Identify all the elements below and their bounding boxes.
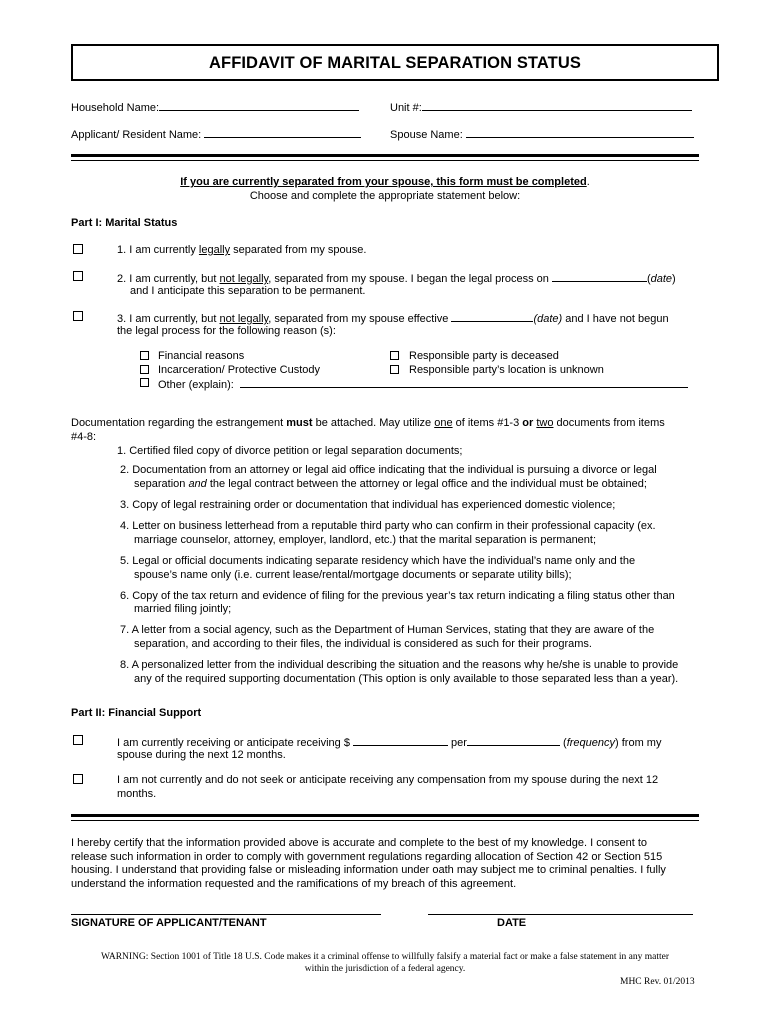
doc-item-5-line-2: spouse’s name only (i.e. current lease/rental/mortgage documents or separate utility bills);	[134, 569, 572, 581]
applicant-name-input[interactable]	[204, 127, 361, 138]
doc-item-5: 5. Legal or official documents indicating separate residency which have the individual’s name only and the	[120, 555, 636, 567]
reason-financial-checkbox[interactable]	[140, 351, 149, 360]
intro-emphasis: If you are currently separated from your spouse, this form must be completed	[180, 176, 587, 188]
unit-label: Unit #:	[390, 102, 422, 114]
spouse-name-input[interactable]	[466, 127, 694, 138]
signature-label: SIGNATURE OF APPLICANT/TENANT	[71, 917, 267, 929]
reason-incarceration-label: Incarceration/ Protective Custody	[158, 364, 321, 376]
spouse-name-label: Spouse Name:	[390, 129, 463, 141]
marital-status-option-3-line-2: the legal process for the following reason (s):	[117, 325, 336, 337]
signature-line[interactable]	[71, 914, 381, 915]
doc-item-7: 7. A letter from a social agency, such as the Department of Human Services, stating that they are aware of the	[120, 624, 655, 636]
certification-line-3: housing. I understand that providing false or misleading information under oath may subject me to criminal penalties. I fully	[71, 864, 666, 876]
reason-financial-label: Financial reasons	[158, 350, 245, 362]
warning-line-1: WARNING: Section 1001 of Title 18 U.S. Code makes it a criminal offense to willfully falsify a material fact or make a false statement in any matter	[100, 952, 670, 962]
reason-deceased-label: Responsible party is deceased	[409, 350, 559, 362]
certification-line-4: understand the information requested and the ramifications of my breach of this agreement.	[71, 878, 517, 890]
divider-top-thin	[71, 160, 699, 161]
household-name-field	[71, 100, 359, 114]
documentation-intro: Documentation regarding the estrangement must be attached. May utilize one of items #1-3 or two documents from items	[71, 417, 665, 429]
applicant-name-field	[71, 127, 361, 141]
marital-status-option-1-checkbox[interactable]	[73, 244, 83, 254]
warning-line-2: within the jurisdiction of a federal agency.	[304, 964, 466, 974]
doc-item-1: 1. Certified filed copy of divorce petition or legal separation documents;	[117, 445, 463, 457]
title-box	[71, 44, 719, 81]
support-frequency-input[interactable]	[467, 735, 560, 746]
reason-location-unknown-label: Responsible party’s location is unknown	[409, 364, 604, 376]
financial-support-option-1: I am currently receiving or anticipate receiving $ per (frequency) from my	[117, 737, 662, 749]
unit-input[interactable]	[422, 100, 692, 111]
reason-other-input[interactable]	[240, 377, 688, 388]
part2-heading: Part II: Financial Support	[71, 707, 202, 719]
doc-item-3: 3. Copy of legal restraining order or documentation that individual has experienced domestic violence;	[120, 499, 616, 511]
marital-status-option-1: 1. I am currently legally separated from my spouse.	[117, 244, 367, 256]
doc-item-6-line-2: married filing jointly;	[134, 603, 232, 615]
certification-line-1: I hereby certify that the information provided above is accurate and complete to the best of my knowledge. I consent to	[71, 837, 647, 849]
part1-heading: Part I: Marital Status	[71, 217, 178, 229]
financial-support-option-1-line-2: spouse during the next 12 months.	[117, 749, 286, 761]
divider-top-thick	[71, 154, 699, 157]
marital-status-option-2-checkbox[interactable]	[73, 271, 83, 281]
financial-support-option-2: I am not currently and do not seek or anticipate receiving any compensation from my spouse during the next 12	[117, 774, 659, 786]
intro-line-2: Choose and complete the appropriate statement below:	[249, 190, 521, 202]
reason-deceased-checkbox[interactable]	[390, 351, 399, 360]
divider-bottom-thick	[71, 814, 699, 817]
unit-field	[390, 100, 692, 114]
legal-process-date-input[interactable]	[552, 271, 647, 282]
spouse-name-field	[390, 127, 694, 141]
household-name-label: Household Name:	[71, 102, 160, 114]
reason-incarceration-checkbox[interactable]	[140, 365, 149, 374]
form-title: AFFIDAVIT OF MARITAL SEPARATION STATUS	[209, 54, 581, 72]
separation-effective-date-input[interactable]	[451, 311, 533, 322]
documentation-intro-line-2: #4-8:	[71, 431, 97, 443]
doc-item-8: 8. A personalized letter from the individual describing the situation and the reasons why he/she is unable to provide	[120, 659, 679, 671]
divider-bottom-thin	[71, 820, 699, 821]
applicant-name-label: Applicant/ Resident Name:	[71, 129, 202, 141]
financial-support-option-1-checkbox[interactable]	[73, 735, 83, 745]
intro-period: .	[586, 176, 590, 188]
doc-item-7-line-2: separation, and according to their files, the individual is considered as such for their programs.	[134, 638, 592, 650]
marital-status-option-3: 3. I am currently, but not legally, separated from my spouse effective (date) and I have not begun	[117, 313, 669, 325]
household-name-input[interactable]	[159, 100, 359, 111]
revision-label: MHC Rev. 01/2013	[620, 977, 695, 987]
reason-other-field	[158, 377, 688, 391]
doc-item-4-line-2: marriage counselor, attorney, employer, landlord, etc.) that the marital separation is permanent;	[134, 534, 597, 546]
financial-support-option-2-line-2: months.	[117, 788, 157, 800]
certification-line-2: release such information in order to comply with government regulations regarding allocation of Section 42 or Section 515	[71, 851, 663, 863]
reason-location-unknown-checkbox[interactable]	[390, 365, 399, 374]
intro-line-1	[0, 176, 770, 188]
marital-status-option-3-checkbox[interactable]	[73, 311, 83, 321]
doc-item-2: 2. Documentation from an attorney or legal aid office indicating that the individual is pursuing a divorce or legal	[120, 464, 657, 476]
doc-item-6: 6. Copy of the tax return and evidence of filing for the previous year’s tax return indicating a filing status other than	[120, 590, 675, 602]
doc-item-4: 4. Letter on business letterhead from a reputable third party who can confirm in their professional capacity (ex.	[120, 520, 656, 532]
support-amount-input[interactable]	[353, 735, 448, 746]
marital-status-option-2-line-2: and I anticipate this separation to be permanent.	[130, 285, 366, 297]
reason-other-checkbox[interactable]	[140, 378, 149, 387]
doc-item-2-line-2: separation and the legal contract between the attorney or legal office and the individual must be obtained;	[134, 478, 647, 490]
financial-support-option-2-checkbox[interactable]	[73, 774, 83, 784]
reason-other-label: Other (explain):	[158, 379, 234, 391]
date-label: DATE	[497, 917, 527, 929]
doc-item-8-line-2: any of the required supporting documentation (This option is only available to those separated less than a year).	[134, 673, 679, 685]
marital-status-option-2: 2. I am currently, but not legally, separated from my spouse. I began the legal process on (date)	[117, 273, 676, 285]
date-line[interactable]	[428, 914, 693, 915]
